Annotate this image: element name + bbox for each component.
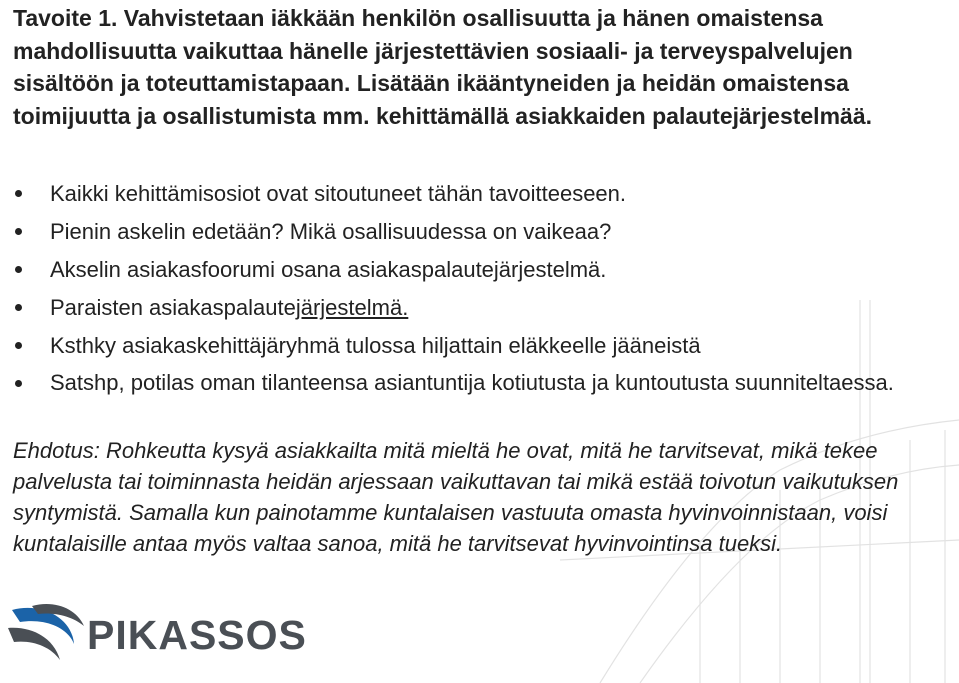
bullet-dot-icon — [15, 304, 22, 311]
bullet-item: Pienin askelin edetään? Mikä osallisuudessa on vaikeaa? — [13, 216, 943, 248]
underlined-text: järjestelmä. — [295, 295, 409, 320]
bullet-item: Paraisten asiakaspalautejärjestelmä. — [13, 292, 943, 324]
logo-text: PIKASSOS — [87, 612, 307, 658]
proposal-note: Ehdotus: Rohkeutta kysyä asiakkailta mitä mieltä he ovat, mitä he tarvitsevat, mikä tekee palvelusta tai toiminnasta heidän arjessaan vaikuttavan tai mikä estää toivotun vaikutuksen syntymistä. Samalla kun painotamme kuntalaisen vastuuta omasta hyvinvoinnistaan, voisi kuntalaisille antaa myös valtaa sanoa, mitä he tarvitsevat hyvinvointinsa tueksi. — [13, 438, 899, 556]
bullet-dot-icon — [15, 342, 22, 349]
bullet-dot-icon — [15, 266, 22, 273]
bullet-item: Kaikki kehittämisosiot ovat sitoutuneet tähän tavoitteeseen. — [13, 178, 943, 210]
bullet-dot-icon — [15, 380, 22, 387]
slide-title: Tavoite 1. Vahvistetaan iäkkään henkilön osallisuutta ja hänen omaistensa mahdollisuutta vaikuttaa hänelle järjestettävien sosiaali- ja terveyspalvelujen sisältöön ja toteuttamistapaan. Lisätään ikääntyneiden ja heidän omaistensa toimijuutta ja osallistumista mm. kehittämällä asiakkaiden palautejärjestelmää. — [13, 5, 872, 129]
bullet-dot-icon — [15, 228, 22, 235]
bullet-item: Akselin asiakasfoorumi osana asiakaspalautejärjestelmä. — [13, 254, 943, 286]
bullet-item: Ksthky asiakaskehittäjäryhmä tulossa hiljattain eläkkeelle jääneistä — [13, 330, 943, 362]
bullet-item: Satshp, potilas oman tilanteensa asiantuntija kotiutusta ja kuntoutusta suunniteltaessa. — [13, 368, 943, 397]
bullet-dot-icon — [15, 190, 22, 197]
bullet-list — [13, 178, 943, 403]
